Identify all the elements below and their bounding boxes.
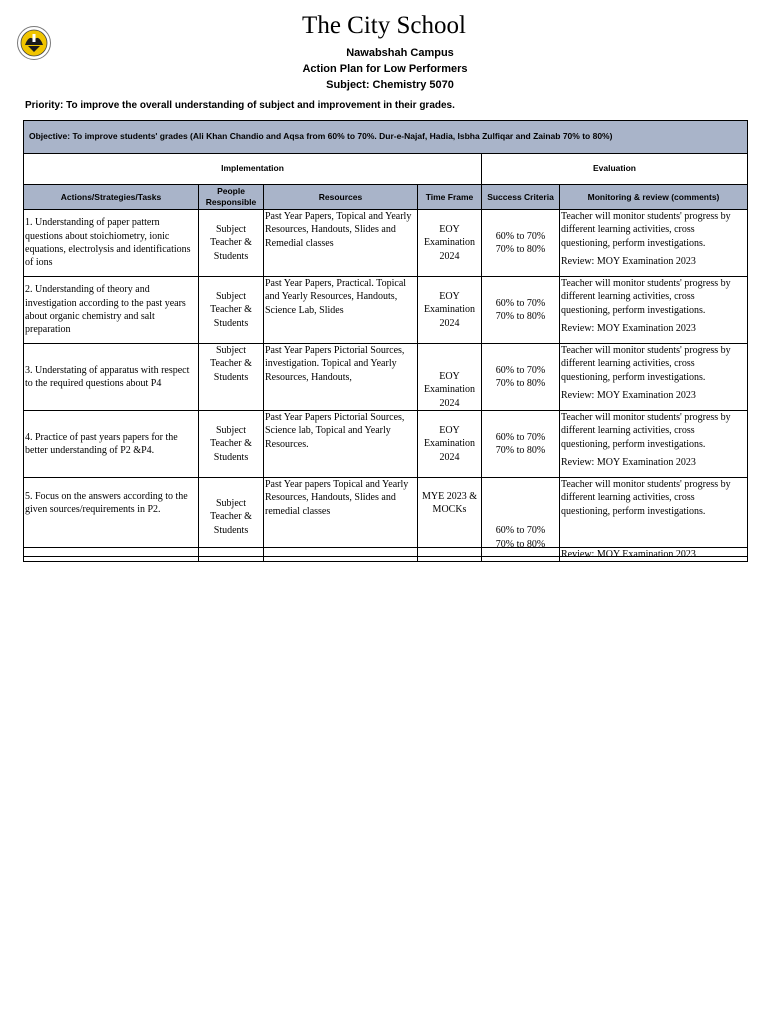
table-row: [24, 411, 748, 478]
success-criteria-line: 60% to 70%: [495, 297, 546, 309]
review-text: Review: MOY Examination 2023: [560, 548, 748, 562]
monitoring-cell: [560, 344, 748, 411]
resources-cell: Past Year Papers Pictorial Sources, investigation. Topical and Yearly Resources, Handouts,: [264, 344, 418, 411]
success-criteria-cell: [482, 277, 560, 344]
implementation-header: Implementation: [24, 154, 482, 185]
monitoring-text: Teacher will monitor students' progress by different learning activities, cross questioning, perform investigations.: [561, 211, 731, 249]
monitoring-cell: [560, 411, 748, 478]
resources-cell: Past Year Papers Pictorial Sources, Science lab, Topical and Yearly Resources.: [264, 411, 418, 478]
task-cell: 5. Focus on the answers according to the given sources/requirements in P2.: [24, 478, 199, 557]
table-row: [24, 277, 748, 344]
success-criteria-cell: [482, 411, 560, 478]
evaluation-header: Evaluation: [482, 154, 748, 185]
plan-title: Action Plan for Low Performers: [302, 63, 468, 75]
people-cell: Subject Teacher & Students: [199, 277, 264, 344]
resources-cell: Past Year Papers, Practical. Topical and Yearly Resources, Handouts, Science Lab, Slides: [264, 277, 418, 344]
campus-name: Nawabshah Campus: [346, 47, 454, 59]
monitoring-text: Teacher will monitor students' progress by different learning activities, cross questioning, perform investigations.: [561, 412, 731, 450]
table-row: [24, 210, 748, 277]
resources-cell: Past Year papers Topical and Yearly Resources, Handouts, Slides and remedial classes: [264, 478, 418, 557]
success-criteria-line: 70% to 80%: [495, 311, 546, 322]
success-criteria-cell: [482, 478, 560, 557]
people-cell: Subject Teacher & Students: [199, 344, 264, 411]
success-criteria-line: 60% to 70%: [495, 431, 546, 443]
time-frame-cell: EOY Examination 2024: [418, 411, 482, 478]
trailing-review-row: [23, 547, 748, 562]
school-title: The City School: [302, 12, 466, 39]
success-criteria-line: 70% to 80%: [495, 378, 546, 389]
col-header-resources: Resources: [264, 185, 418, 210]
task-cell: 2. Understanding of theory and investigation according to the past years about organic chemistry and salt preparation: [24, 277, 199, 344]
subject-title: Subject: Chemistry 5070: [326, 79, 454, 91]
review-text: Review: MOY Examination 2023: [561, 256, 696, 268]
monitoring-cell: [560, 210, 748, 277]
table-row: [24, 478, 748, 557]
time-frame-cell: EOY Examination 2024: [418, 277, 482, 344]
resources-cell: Past Year Papers, Topical and Yearly Resources, Handouts, Slides and Remedial classes: [264, 210, 418, 277]
empty-cell: [264, 548, 418, 562]
col-header-people: People Responsible: [199, 185, 264, 210]
task-cell: 3. Understating of apparatus with respect to the required questions about P4: [24, 344, 199, 411]
monitoring-cell: [560, 478, 748, 557]
success-criteria-line: 70% to 80%: [495, 244, 546, 255]
success-criteria-cell: [482, 210, 560, 277]
monitoring-cell: [560, 277, 748, 344]
table-row: [24, 344, 748, 411]
review-text: Review: MOY Examination 2023: [561, 457, 696, 469]
monitoring-text: Teacher will monitor students' progress by different learning activities, cross questioning, perform investigations.: [561, 479, 731, 517]
monitoring-text: Teacher will monitor students' progress by different learning activities, cross questioning, perform investigations.: [561, 345, 731, 383]
col-header-success-criteria: Success Criteria: [482, 185, 560, 210]
col-header-time-frame: Time Frame: [418, 185, 482, 210]
priority-statement: Priority: To improve the overall understanding of subject and improvement in their grades.: [25, 100, 455, 111]
success-criteria-line: 60% to 70%: [495, 525, 546, 537]
success-criteria-cell: [482, 344, 560, 411]
action-plan-table: [23, 120, 748, 557]
people-cell: Subject Teacher & Students: [199, 210, 264, 277]
review-text: Review: MOY Examination 2023: [561, 323, 696, 335]
success-criteria-line: 70% to 80%: [495, 445, 546, 456]
success-criteria-line: 60% to 70%: [495, 364, 546, 376]
empty-cell: [482, 548, 560, 562]
objective-row: Objective: To improve students' grades (Ali Khan Chandio and Aqsa from 60% to 70%. Dur-e-Najaf, Hadia, Isbha Zulfiqar and Zainab 70% to 80%): [24, 121, 748, 154]
success-criteria-line: 70% to 80%: [495, 538, 546, 550]
col-header-monitoring: Monitoring & review (comments): [560, 185, 748, 210]
time-frame-cell: EOY Examination 2024: [418, 344, 482, 411]
monitoring-text: Teacher will monitor students' progress by different learning activities, cross questioning, perform investigations.: [561, 278, 731, 316]
review-text: Review: MOY Examination 2023: [561, 390, 696, 402]
task-cell: 4. Practice of past years papers for the better understanding of P2 &P4.: [24, 411, 199, 478]
empty-cell: [24, 548, 199, 562]
people-cell: Subject Teacher & Students: [199, 411, 264, 478]
success-criteria-line: 60% to 70%: [495, 230, 546, 242]
empty-cell: [199, 548, 264, 562]
task-cell: 1. Understanding of paper pattern questions about stoichiometry, ionic equations, electrolysis and identifications of ions: [24, 210, 199, 277]
col-header-actions: Actions/Strategies/Tasks: [24, 185, 199, 210]
empty-cell: [418, 548, 482, 562]
time-frame-cell: EOY Examination 2024: [418, 210, 482, 277]
people-cell: Subject Teacher & Students: [199, 478, 264, 557]
time-frame-cell: MYE 2023 & MOCKs: [418, 478, 482, 557]
